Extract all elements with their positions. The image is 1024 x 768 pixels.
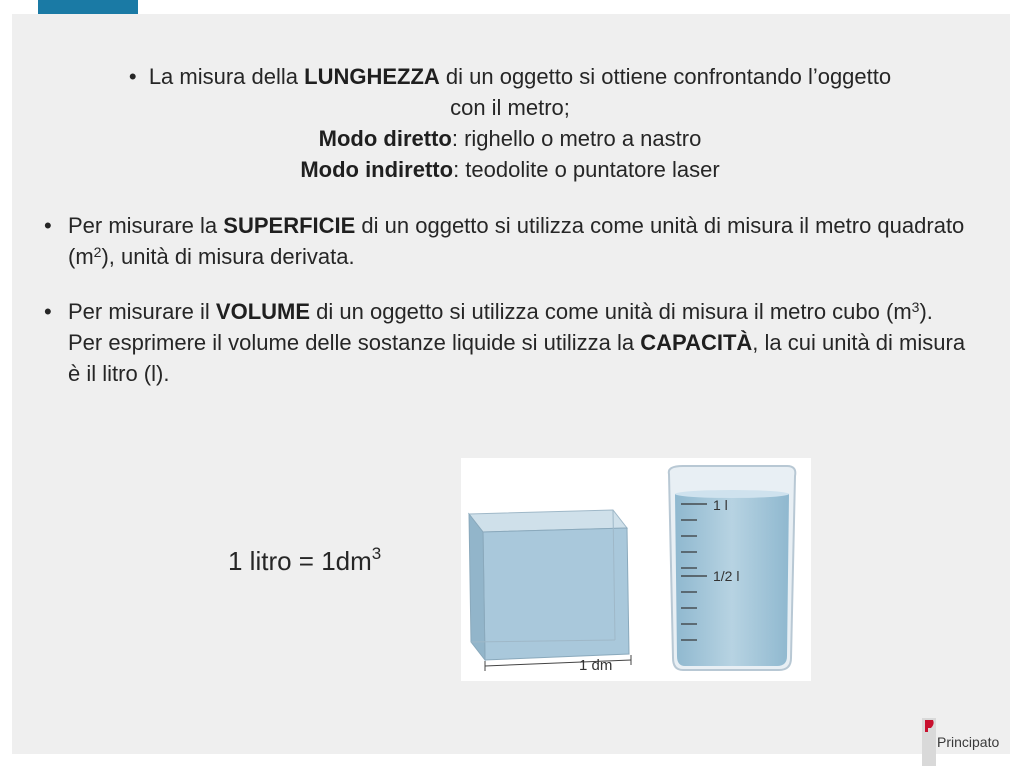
- length-text-pre: La misura della: [148, 64, 305, 89]
- length-line-1: [50, 61, 970, 92]
- publisher-logo: [920, 716, 1020, 768]
- cube-and-beaker-image: [461, 458, 811, 681]
- length-line-2: con il metro;: [450, 95, 570, 120]
- volume-paragraph: [44, 296, 974, 389]
- surface-keyword: SUPERFICIE: [223, 213, 356, 238]
- direct-label: Modo diretto: [318, 126, 452, 151]
- bullet: •: [44, 299, 52, 324]
- volume-illustration: [461, 458, 811, 681]
- liter-formula: [228, 546, 381, 577]
- cube-icon: [469, 510, 629, 660]
- brand-name: Principato: [937, 734, 1000, 750]
- cube-dimension-label: 1 dm: [579, 657, 613, 674]
- surface-text-mid: di un oggetto si utilizza come unità di misura il metro quadrato (m: [68, 213, 965, 269]
- length-paragraph: [50, 61, 970, 185]
- capacity-sentence: [68, 327, 974, 389]
- length-text-post: di un oggetto si ottiene confrontando l’oggetto: [439, 64, 892, 89]
- bullet: •: [44, 213, 52, 238]
- formula-text: 1 litro = 1dm: [228, 546, 372, 576]
- capacity-text-post: , la cui unità di misura è il litro (l).: [68, 330, 966, 386]
- length-keyword: LUNGHEZZA: [304, 64, 440, 89]
- volume-sentence: [68, 296, 974, 327]
- volume-text-pre: Per misurare il: [68, 299, 216, 324]
- length-indirect-line: [50, 154, 970, 185]
- surface-paragraph: [44, 210, 974, 272]
- principato-logo-icon: [922, 718, 936, 766]
- surface-text-pre: Per misurare la: [68, 213, 224, 238]
- volume-exponent: 3: [911, 299, 920, 315]
- length-direct-line: [50, 123, 970, 154]
- volume-text-post: ).: [919, 299, 933, 324]
- surface-exponent: 2: [93, 244, 102, 260]
- direct-text: : righello o metro a nastro: [451, 126, 702, 151]
- beaker-full-mark: 1 l: [713, 497, 728, 513]
- indirect-text: : teodolite o puntatore laser: [453, 157, 720, 182]
- volume-text-mid: di un oggetto si utilizza come unità di misura il metro cubo (m: [310, 299, 912, 324]
- capacity-text-pre: Per esprimere il volume delle sostanze liquide si utilizza la: [68, 330, 641, 355]
- indirect-label: Modo indiretto: [300, 157, 454, 182]
- capacity-keyword: CAPACITÀ: [640, 330, 753, 355]
- surface-body: [68, 210, 974, 272]
- volume-body: [68, 296, 974, 389]
- volume-keyword: VOLUME: [215, 299, 311, 324]
- beaker-half-mark: 1/2 l: [713, 568, 740, 584]
- formula-exponent: 3: [371, 544, 382, 563]
- header-accent-bar: [38, 0, 138, 14]
- bullet: •: [128, 64, 137, 89]
- surface-text-post: ), unità di misura derivata.: [101, 244, 355, 269]
